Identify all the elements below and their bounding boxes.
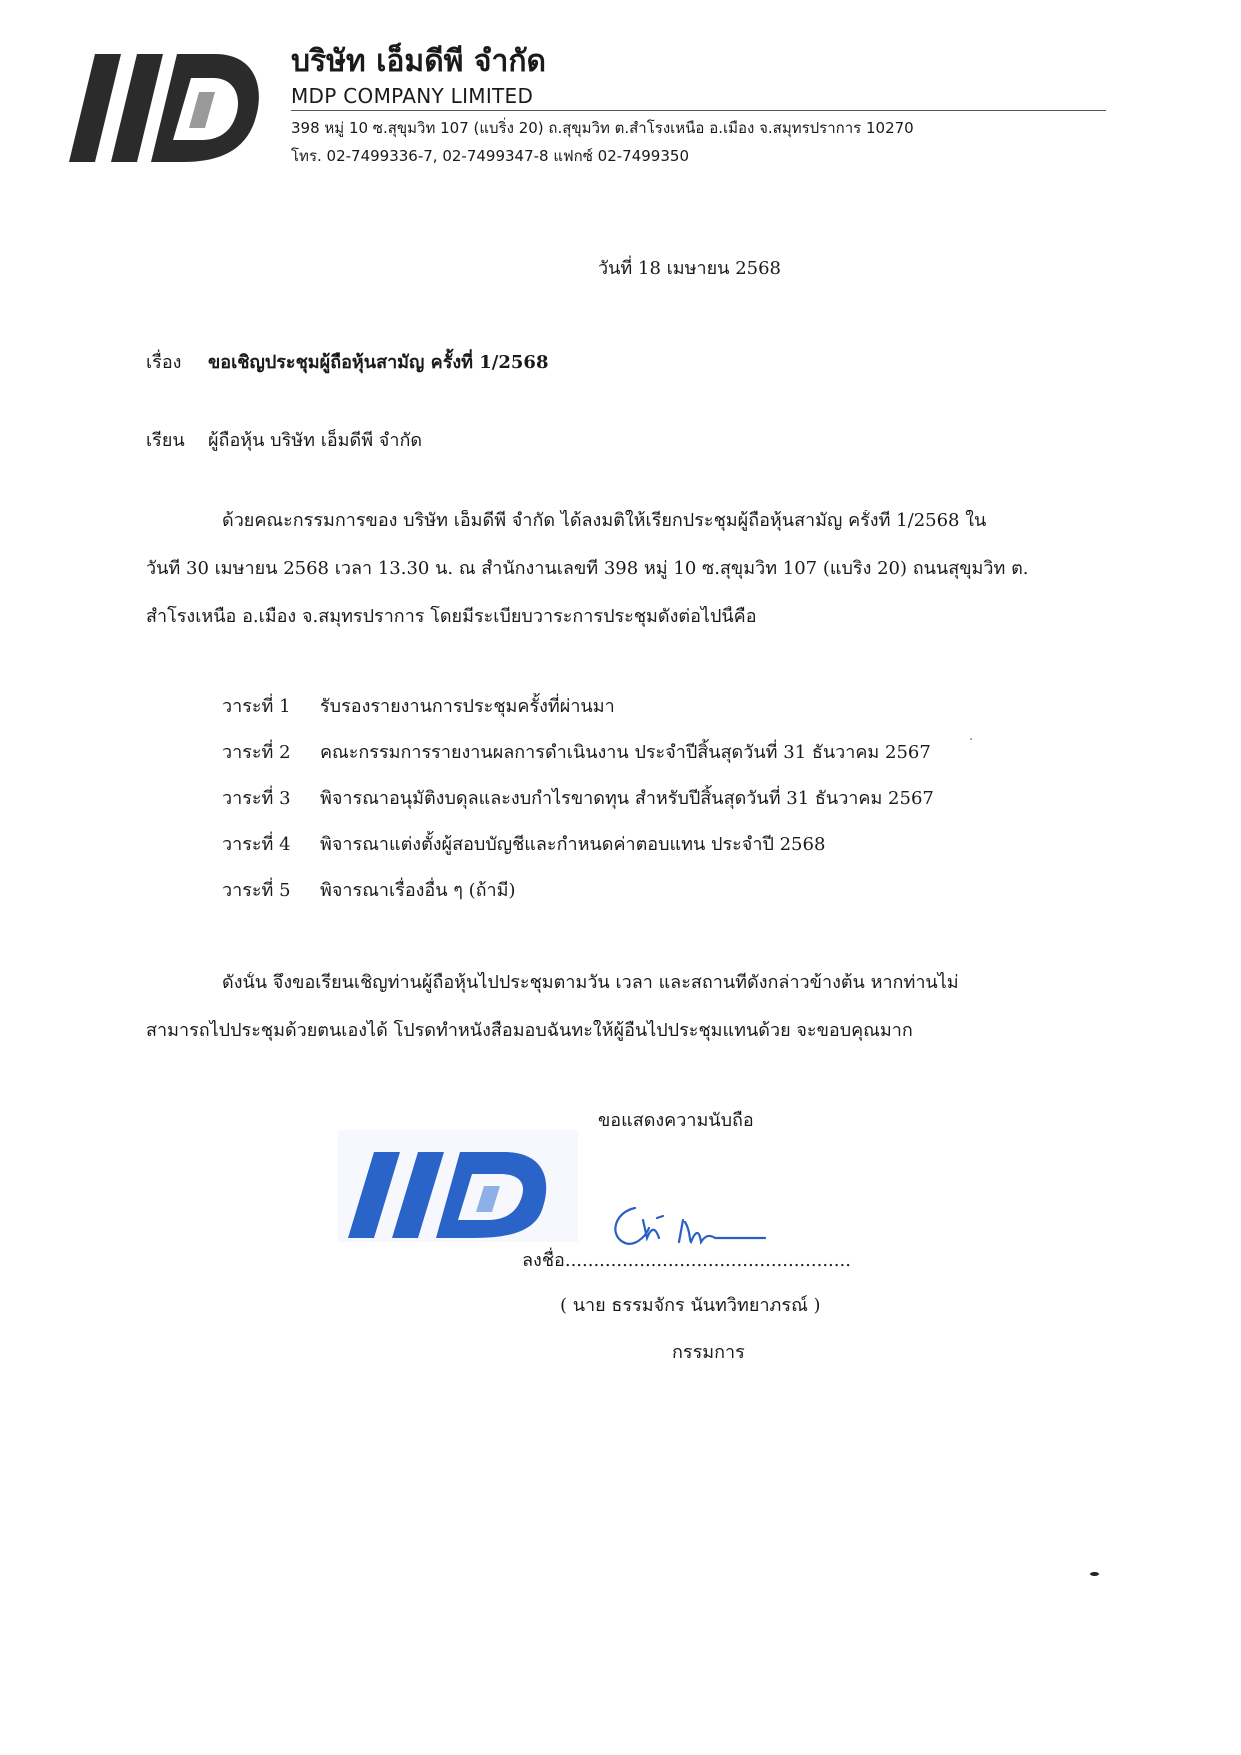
agenda-item xyxy=(222,742,934,788)
company-name-thai: บริษัท เอ็มดีพี จำกัด xyxy=(291,44,546,79)
company-address: 398 หมู่ 10 ซ.สุขุมวิท 107 (แบริ่ง 20) ถ.สุขุมวิท ต.สำโรงเหนือ อ.เมือง จ.สมุทรปราการ 10270 xyxy=(291,119,914,137)
scan-speck xyxy=(1090,1572,1099,1576)
agenda-text: พิจารณาอนุมัติงบดุลและงบกำไรขาดทุน สำหรับปีสิ้นสุดวันที่ 31 ธันวาคม 2567 xyxy=(320,788,934,809)
paragraph-line: ด้วยคณะกรรมการของ บริษัท เอ็มดีพี จำกัด ได้ลงมติให้เรียกประชุมผู้ถือหุ้นสามัญ ครั้งที่ 1/2568 ใน xyxy=(222,510,987,531)
agenda-number: วาระที่ 3 xyxy=(222,788,291,809)
paragraph-intro xyxy=(146,510,1100,654)
letter-date: วันที่ 18 เมษายน 2568 xyxy=(598,258,781,279)
agenda-number: วาระที่ 4 xyxy=(222,834,291,855)
agenda-number: วาระที่ 5 xyxy=(222,880,291,901)
agenda-text: รับรองรายงานการประชุมครั้งที่ผ่านมา xyxy=(320,696,615,717)
paragraph-line: ดังนั้น จึงขอเรียนเชิญท่านผู้ถือหุ้นไปประชุมตามวัน เวลา และสถานที่ดังกล่าวข้างต้น หากท่านไม่ xyxy=(222,972,959,993)
subject-line xyxy=(146,352,548,374)
recipient-text: ผู้ถือหุ้น บริษัท เอ็มดีพี จำกัด xyxy=(208,430,423,451)
signature-line: ลงชื่อ.................................................. xyxy=(522,1250,851,1271)
company-logo-icon xyxy=(65,50,263,166)
agenda-number: วาระที่ 1 xyxy=(222,696,291,717)
letterhead-divider xyxy=(291,110,1106,111)
company-name-english: MDP COMPANY LIMITED xyxy=(291,84,534,108)
agenda-item xyxy=(222,880,934,926)
agenda-item xyxy=(222,834,934,880)
recipient-line xyxy=(146,430,422,452)
agenda-text: คณะกรรมการรายงานผลการดำเนินงาน ประจำปีสิ้นสุดวันที่ 31 ธันวาคม 2567 xyxy=(320,742,931,763)
recipient-label: เรียน xyxy=(146,430,185,451)
subject-label: เรื่อง xyxy=(146,352,182,373)
closing-regards: ขอแสดงความนับถือ xyxy=(598,1110,754,1131)
company-phone: โทร. 02-7499336-7, 02-7499347-8 แฟกซ์ 02-7499350 xyxy=(291,147,689,165)
paragraph-invitation xyxy=(146,972,1100,1068)
paragraph-line: วันที่ 30 เมษายน 2568 เวลา 13.30 น. ณ สำนักงานเลขที่ 398 หมู่ 10 ซ.สุขุมวิท 107 (แบริ่ง 20) ถนนสุขุมวิท ต. xyxy=(146,558,1029,579)
agenda-text: พิจารณาแต่งตั้งผู้สอบบัญชีและกำหนดค่าตอบแทน ประจำปี 2568 xyxy=(320,834,826,855)
agenda-list xyxy=(222,696,934,926)
company-stamp-icon xyxy=(338,1130,578,1242)
signatory-name: ( นาย ธรรมจักร นันทวิทยาภรณ์ ) xyxy=(560,1295,821,1316)
agenda-number: วาระที่ 2 xyxy=(222,742,291,763)
agenda-text: พิจารณาเรื่องอื่น ๆ (ถ้ามี) xyxy=(320,880,516,901)
agenda-item xyxy=(222,696,934,742)
scan-speck xyxy=(970,738,972,740)
signatory-title: กรรมการ xyxy=(672,1342,745,1363)
paragraph-line: สำโรงเหนือ อ.เมือง จ.สมุทรปราการ โดยมีระเบียบวาระการประชุมดังต่อไปนี้คือ xyxy=(146,606,757,627)
paragraph-line: สามารถไปประชุมด้วยตนเองได้ โปรดทำหนังสือมอบฉันทะให้ผู้อื่นไปประชุมแทนด้วย จะขอบคุณมาก xyxy=(146,1020,913,1041)
subject-text: ขอเชิญประชุมผู้ถือหุ้นสามัญ ครั้งที่ 1/2568 xyxy=(208,352,549,373)
agenda-item xyxy=(222,788,934,834)
